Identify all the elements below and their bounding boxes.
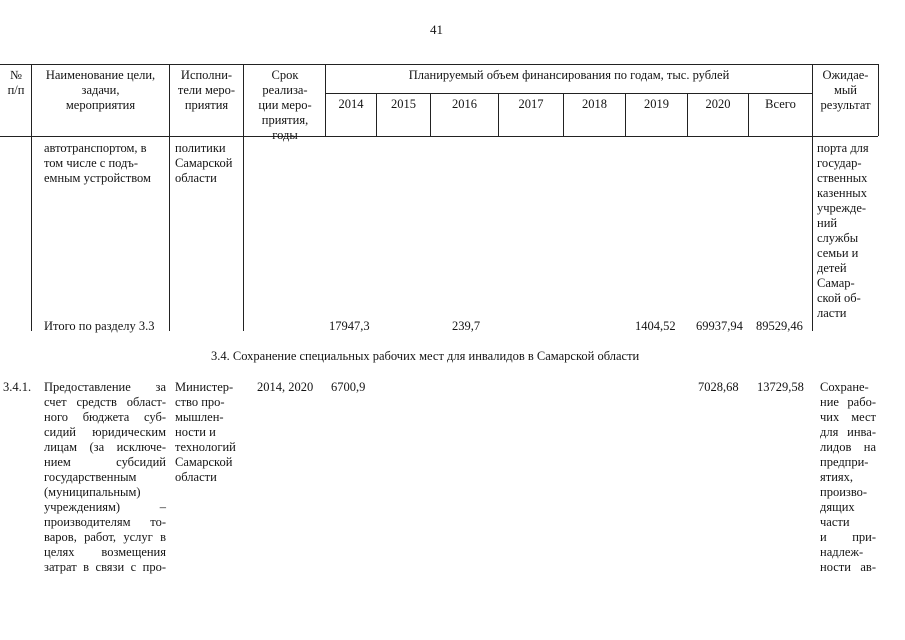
header-year-2016: 2016 xyxy=(452,97,477,111)
row-341-result-line: произво- xyxy=(820,485,868,499)
header-num: № п/п xyxy=(7,68,25,97)
header-name: Наименование цели, задачи, мероприятия xyxy=(45,68,156,112)
subtotal-2014: 17947,3 xyxy=(329,319,370,333)
row-341-2014: 6700,9 xyxy=(331,380,366,394)
row-341-name-line: государственным xyxy=(44,470,137,484)
subtotal-total: 89529,46 xyxy=(756,319,803,333)
header-year-2019: 2019 xyxy=(644,97,669,111)
header-year-2014: 2014 xyxy=(338,97,364,111)
header-result: Ожидае- мый результат xyxy=(820,68,871,112)
header-year-2020: 2020 xyxy=(705,97,731,111)
row-341-name-line: счет средств област- xyxy=(44,395,166,409)
row-341-name-line: (муниципальным) xyxy=(44,485,141,499)
subtotal-2016: 239,7 xyxy=(452,319,481,333)
header-year-2015: 2015 xyxy=(391,97,416,111)
row-341-name-line: учреждениям) – xyxy=(44,500,166,514)
subtotal-2020: 69937,94 xyxy=(696,319,743,333)
row-341-result-line: Сохране- xyxy=(820,380,869,394)
row-341-term: 2014, 2020 xyxy=(257,380,314,394)
row-341-executors: Министер- ство про- мышлен- ности и технологий Самарской области xyxy=(175,380,236,484)
row-341-name-line: затрат в связи с про- xyxy=(44,560,166,574)
header-executors: Исполни- тели меро- приятия xyxy=(177,68,236,112)
row-341-result-line: дящих xyxy=(820,500,855,514)
row-341-2020: 7028,68 xyxy=(698,380,739,394)
row-341-total: 13729,58 xyxy=(757,380,804,394)
page-number: 41 xyxy=(430,22,443,37)
row-341-name-line: целях возмещения xyxy=(44,545,166,559)
row-341-num: 3.4.1. xyxy=(3,380,32,394)
row-341-result-line: ние рабо- xyxy=(820,395,876,409)
row-341-result-line: надлеж- xyxy=(820,545,864,559)
continued-row-executors: политики Самарской области xyxy=(175,141,233,185)
continued-row-name: автотранспортом, в том числе с подъ- емным устройством xyxy=(44,141,151,185)
header-year-2017: 2017 xyxy=(518,97,544,111)
row-341-name-line: Предоставление за xyxy=(44,380,166,394)
header-funding-title: Планируемый объем финансирования по годам, тыс. рублей xyxy=(408,68,730,82)
subtotal-label: Итого по разделу 3.3 xyxy=(44,319,155,333)
header-term: Срок реализа- ции меро- приятия, годы xyxy=(258,68,312,142)
row-341-result-line: части xyxy=(820,515,850,529)
subtotal-2019: 1404,52 xyxy=(635,319,676,333)
row-341-name-line: производителям то- xyxy=(44,515,166,529)
row-341-result xyxy=(820,380,876,575)
row-341-result-line: для инва- xyxy=(820,425,876,439)
row-341-name-line: варов, работ, услуг в xyxy=(44,530,166,544)
continued-row-result: порта для государ- ственных казенных учрежде- ний службы семьи и детей Самар- ской об- ласти xyxy=(817,141,869,320)
row-341-name-line: сидий юридическим xyxy=(44,425,166,439)
row-341-result-line: и при- xyxy=(820,530,876,544)
row-341-name xyxy=(44,380,166,575)
header-total: Всего xyxy=(765,97,796,111)
row-341-result-line: ности ав- xyxy=(820,560,876,574)
row-341-name-line: ного бюджета суб- xyxy=(44,410,166,424)
row-341-name-line: нием субсидий xyxy=(44,455,166,469)
header-year-2018: 2018 xyxy=(582,97,607,111)
section-title: 3.4. Сохранение специальных рабочих мест для инвалидов в Самарской области xyxy=(211,349,640,363)
row-341-result-line: чих мест xyxy=(820,410,876,424)
row-341-result-line: ятиях, xyxy=(820,470,854,484)
row-341-result-line: лидов на xyxy=(820,440,876,454)
row-341-name-line: лицам (за исключе- xyxy=(44,440,166,454)
row-341-result-line: предпри- xyxy=(820,455,869,469)
